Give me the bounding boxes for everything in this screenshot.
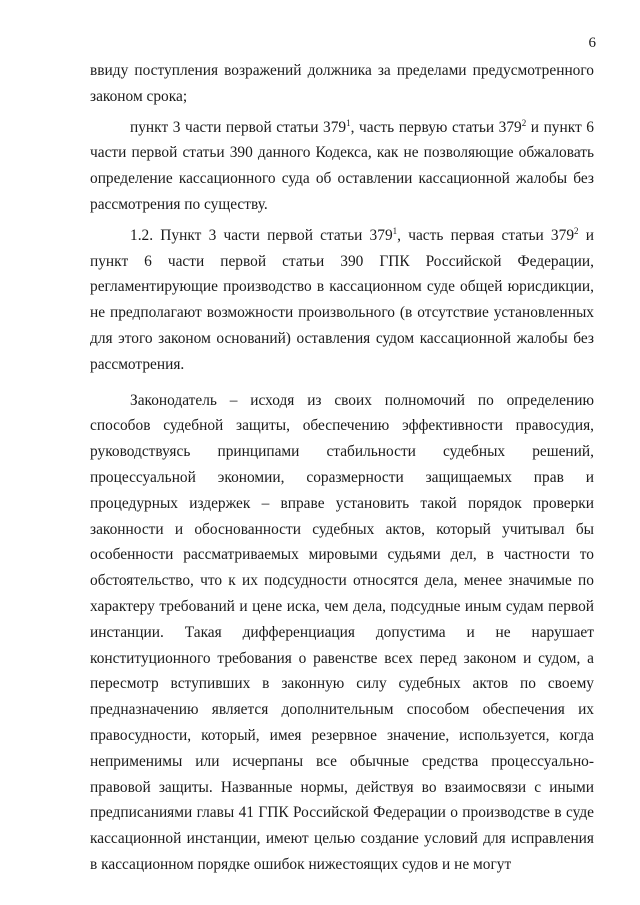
paragraph-3-superscript-a: 1 [392, 225, 398, 236]
paragraph-1: ввиду поступления возражений должника за пределами предусмотренного законом срока; [90, 62, 594, 105]
paragraph-3 [90, 223, 594, 378]
paragraph-2-superscript-a: 1 [346, 117, 351, 128]
document-body [90, 58, 594, 878]
paragraph-2 [90, 115, 594, 218]
page-number: 6 [588, 35, 596, 51]
paragraph-2-text-a: пункт 3 части первой статьи 379 [130, 118, 347, 136]
paragraph-4: Законодатель – исходя из своих полномочий по определению способов судебной защиты, обеспечению эффективности правосудия, руководствуясь принципами стабильности судебных решений, процессуальной экономии, соразмерности защищаемых прав и процедурных издержек – вправе установить такой порядок проверки законности и обоснованности судебных актов, который учитывал бы особенности рассматриваемых мировыми судьями дел, в частности то обстоятельство, что к их подсудности относятся дела, менее значимые по характеру требований и цене иска, чем дела, подсудные иным судам первой инстанции. Такая дифференциация допустима и не нарушает конституционного требования о равенстве всех перед законом и судом, а пересмотр вступивших в законную силу судебных актов по своему предназначению является дополнительным способом обеспечения их правосудности, который, имея резервное значение, используется, когда неприменимы или исчерпаны все обычные средства процессуально-правовой защиты. Названные нормы, действуя во взаимосвязи с иными предписаниями главы 41 ГПК Российской Федерации о производстве в суде кассационной инстанции, имеют целью создание условий для исправления в кассационном порядке ошибок нижестоящих судов и не могут [90, 391, 594, 873]
paragraph-2-superscript-b: 2 [521, 117, 527, 128]
paragraph-3-text-c: и пункт 6 части первой статьи 390 ГПК Российской Федерации, регламентирующие производство в кассационном суде общей юрисдикции, не предполагают возможности произвольного (в отсутствие установленных для этого законом оснований) оставления судом кассационной жалобы без рассмотрения. [90, 226, 594, 373]
paragraph-3-superscript-b: 2 [574, 225, 579, 236]
paragraph-2-text-c: и пункт 6 части первой статьи 390 данного Кодекса, как не позволяющие обжаловать определение кассационного суда об оставлении кассационной жалобы без рассмотрения по существу. [90, 118, 594, 213]
paragraph-3-text-a: 1.2. Пункт 3 части первой статьи 379 [130, 226, 393, 244]
paragraph-3-text-b: , часть первая статьи 379 [397, 226, 575, 244]
paragraph-2-text-b: , часть первую статьи 379 [350, 118, 522, 136]
